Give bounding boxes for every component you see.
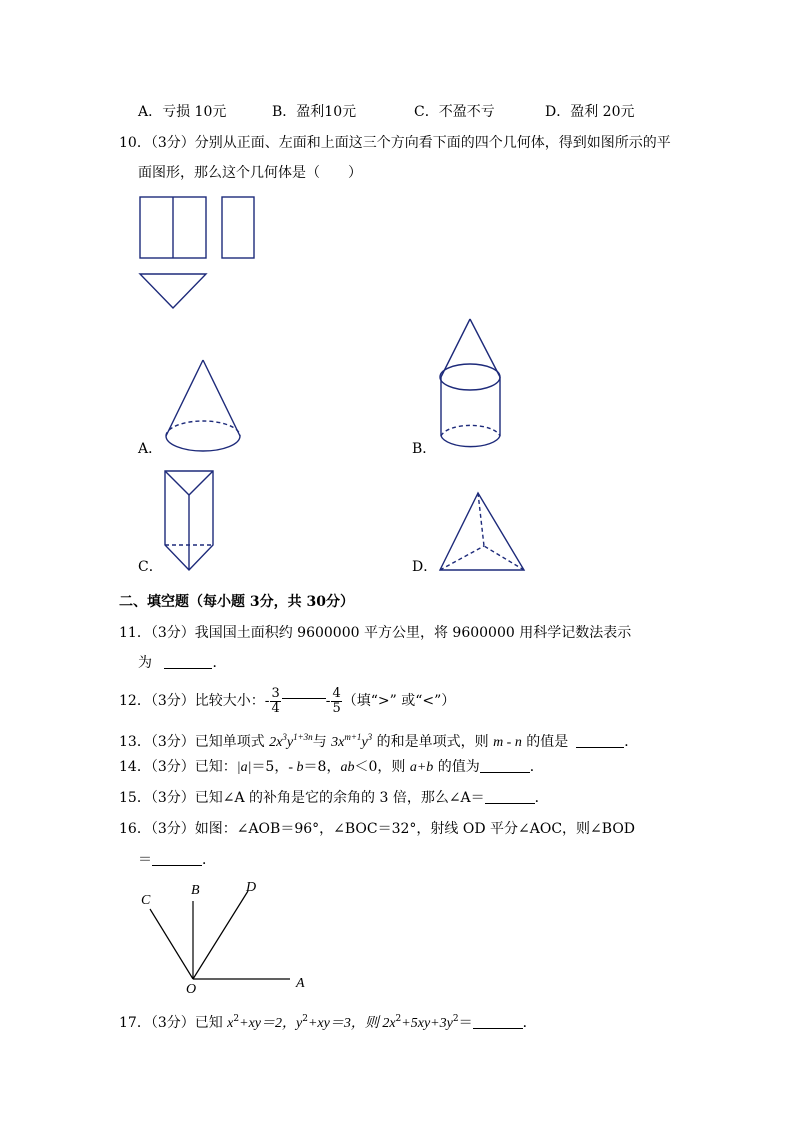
q17-e2-power: 2 [302,1014,308,1024]
q11-line1: 11．（3分）我国国土面积约 9600000 平方公里，将 9600000 用科学记数法表示 [119,625,632,641]
q11-line2-end: ． [212,655,227,671]
q13-term2-exp1: m+1 [344,732,362,742]
q13-suffix: 的值是 [521,734,569,750]
ray-od [193,891,248,979]
label-d: D [246,880,257,895]
q12-minus1: - [264,693,270,709]
q14-ab: ab [340,760,355,775]
q17-e3b: +5xy+3y [401,1016,453,1031]
q13-term1-y: y [286,735,294,750]
q17-e2: y [296,1016,303,1031]
q9-option-d: D．盈利 20元 [545,104,635,120]
q14-mid2: ＝8， [303,759,341,775]
q12-prefix: 12．（3分）比较大小： [119,693,265,709]
q13-term2-coef: 3x [331,735,345,750]
q14-suffix: 的值为 [433,759,480,775]
q14-mid3: ＜0，则 [354,759,410,775]
q15-end: ． [534,790,549,806]
option-a-label: A． [138,441,163,457]
q17-e1-power: 2 [233,1014,240,1024]
q13-term1-exp2: 1+3n [293,732,313,742]
label-b: B [191,883,200,898]
q13-term1-coef: 2x [269,735,283,750]
option-c-label: C． [138,559,163,575]
q9-option-b: B．盈利10元 [272,104,357,120]
q9-option-a: A．亏损 10元 [138,104,227,120]
label-c: C [141,893,151,908]
label-a: A [296,976,305,991]
q17-line [119,1010,537,1033]
q17-e2-rest: +xy＝3，则 [307,1016,383,1031]
ray-oc [150,909,193,979]
q10-stem-line1: 10．（3分）分别从正面、左面和上面这三个方向看下面的四个几何体，得到如图所示的平 [119,135,671,151]
q17-end: ． [522,1015,537,1031]
label-o: O [186,982,197,997]
q13-term2-y: y [361,735,368,750]
q12-suffix: （填“>” 或“<”） [342,693,456,709]
q12-f1-numerator: 3 [271,685,280,701]
q10-stem-line2: 面图形，那么这个几何体是（ ） [138,165,362,181]
option-d-label: D． [412,559,438,575]
q14-neg-b: - b [288,760,304,775]
q15-text: 15．（3分）已知∠A 的补角是它的余角的 3 倍，那么∠A＝ [119,790,485,806]
q9-option-c: C．不盈不亏 [414,104,495,120]
q12-f1-denominator: 4 [271,700,280,716]
q16-line2-prefix: ＝ [138,852,152,868]
q17-prefix: 17．（3分）已知 [119,1015,228,1031]
q12-f2-denominator: 5 [332,700,341,716]
q13-mid2: 的和是单项式，则 [372,734,494,750]
q11-line2-prefix: 为 [138,655,152,671]
q12-f2-numerator: 4 [332,685,341,701]
option-b-label: B． [412,441,437,457]
q13-term1-exp1: 3 [282,732,287,742]
q14-mid1: ＝5， [251,759,289,775]
q16-line2-end: ． [202,852,216,868]
q17-e1-rest: +xy＝2， [239,1016,296,1031]
q13-end: ． [624,734,639,750]
q17-e3b-power: 2 [452,1014,459,1024]
q13-expr: m - n [493,735,522,750]
q14-a-plus-b: a+b [409,760,434,775]
q13-term2-exp2: 3 [367,732,373,742]
q17-e3a: 2x [382,1016,396,1031]
q14-end: ． [529,759,544,775]
q17-e1: x [227,1016,234,1031]
q13-prefix: 13．（3分）已知单项式 [119,734,270,750]
section-2-heading: 二、填空题（每小题 3分，共 30分） [119,594,354,610]
q14-abs-a: |a| [236,760,252,775]
q17-e3a-power: 2 [395,1014,402,1024]
q14-prefix: 14．（3分）已知： [119,759,237,775]
q17-e3c: ＝ [458,1015,473,1031]
q16-line1: 16．（3分）如图：∠AOB＝96°，∠BOC＝32°，射线 OD 平分∠AOC，则∠BOD [119,821,636,837]
q12-minus2: - [325,693,331,709]
q13-mid: 与 [312,734,332,750]
q17-answer-blank[interactable] [473,1016,523,1029]
